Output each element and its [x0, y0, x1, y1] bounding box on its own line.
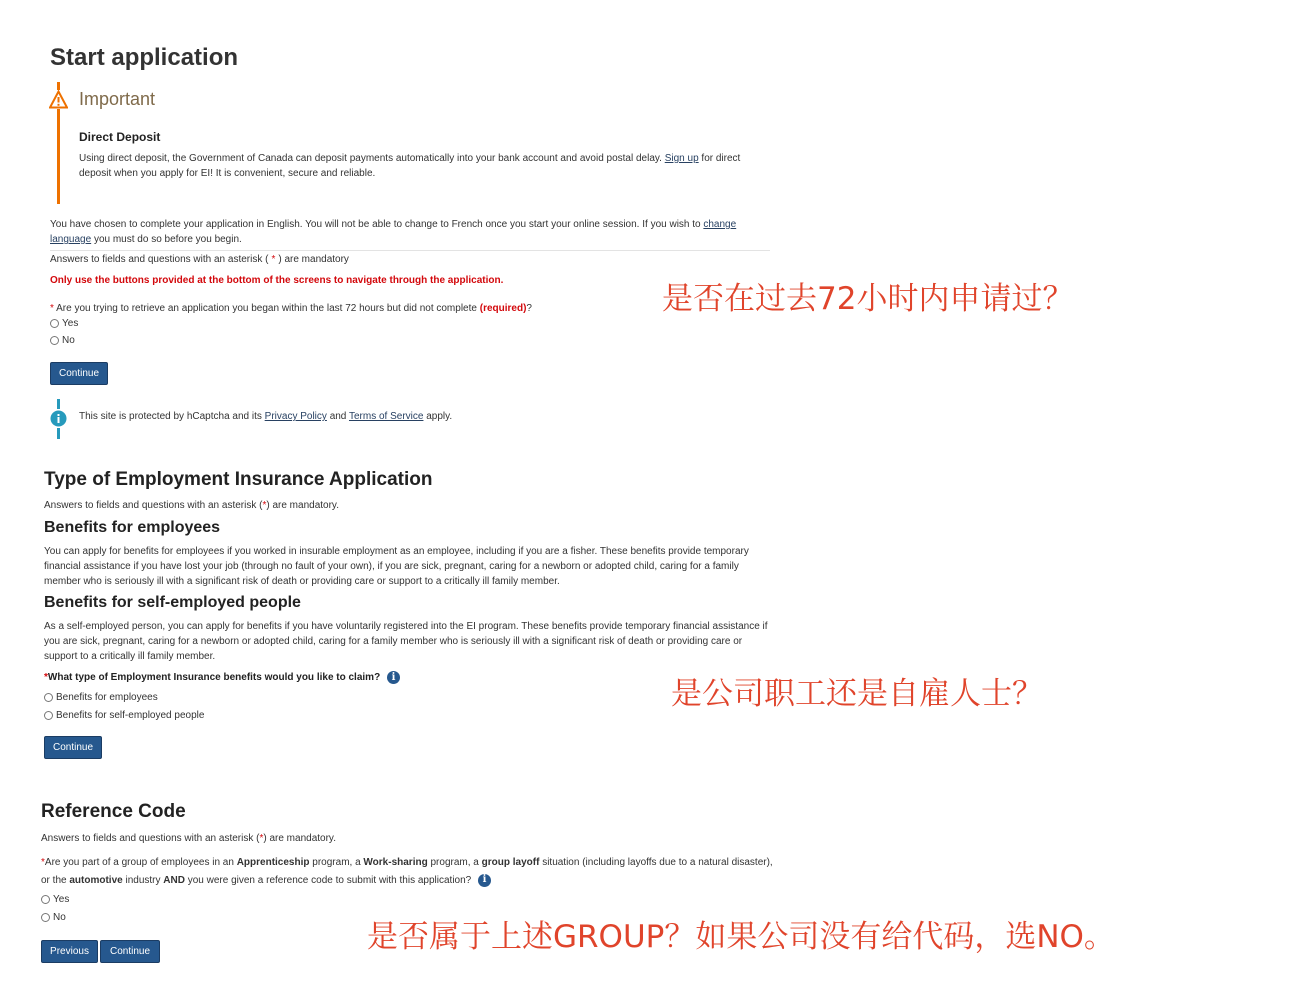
radio-button[interactable] [44, 711, 53, 720]
radio-label: Benefits for employees [56, 692, 158, 703]
mandatory-notice [50, 252, 349, 267]
group-layoff-term: group layoff [481, 857, 540, 868]
info-icon [49, 409, 68, 428]
warning-icon [49, 90, 68, 109]
continue-button[interactable]: Continue [50, 362, 108, 385]
mandatory-suffix: ) are mandatory. [266, 500, 339, 511]
retrieve-question-text: Are you trying to retrieve an application you began within the last 72 hours but did not complete [56, 303, 477, 314]
question-end: ? [526, 303, 532, 314]
mandatory-suffix: ) are mandatory. [263, 833, 336, 844]
radio-label: No [62, 335, 75, 346]
page-title: Start application [50, 44, 239, 71]
mandatory-prefix: Answers to fields and questions with an asterisk ( [41, 833, 260, 844]
automotive-term: automotive [69, 875, 123, 886]
divider [50, 250, 770, 251]
previous-button[interactable]: Previous [41, 940, 98, 963]
annotation-note-2: 是公司职工还是自雇人士？ [671, 676, 1043, 712]
question-text: program, a [430, 857, 479, 868]
privacy-policy-link[interactable]: Privacy Policy [264, 411, 327, 422]
question-text: situation (including layoffs due to a natural disaster), or the [41, 857, 773, 886]
radio-button[interactable] [44, 693, 53, 702]
radio-button[interactable] [41, 913, 50, 922]
captcha-text: This site is protected by hCaptcha and its [79, 411, 262, 422]
annotation-note-3: 是否属于上述GROUP？如果公司没有给代码，选NO。 [367, 919, 1115, 955]
language-notice-start: You have chosen to complete your application in English. You will not be able to change to French once you start your online session. If you wish to [50, 219, 701, 230]
benefit-type-question [44, 671, 400, 684]
captcha-apply: apply. [426, 411, 453, 422]
question-text: you were given a reference code to submit with this application? [187, 875, 472, 886]
apprenticeship-term: Apprenticeship [236, 857, 310, 868]
radio-label: Yes [62, 318, 79, 329]
work-sharing-term: Work-sharing [363, 857, 428, 868]
direct-deposit-text-end: for direct deposit when you apply for EI! It is convenient, secure and reliable. [79, 153, 741, 179]
mandatory-suffix: ) are mandatory [278, 254, 349, 265]
mandatory-prefix: Answers to fields and questions with an asterisk ( [44, 500, 263, 511]
reference-yes-radio[interactable] [41, 894, 69, 905]
self-employed-heading: Benefits for self-employed people [44, 594, 301, 611]
captcha-and: and [329, 411, 347, 422]
navigation-warning: Only use the buttons provided at the bottom of the screens to navigate through the application. [50, 275, 504, 286]
self-employed-description: As a self-employed person, you can apply for benefits if you have voluntarily registered into the EI program. These benefits provide temporary financial assistance if you are sick, pregnant, caring for a newborn or adopted child, caring for a family member who is seriously ill with a significant risk of death or providing care or support to a critically ill family member. [44, 621, 768, 662]
captcha-notice [79, 409, 452, 424]
required-star: * [41, 857, 45, 868]
radio-label: Yes [53, 894, 70, 905]
and-term: AND [163, 875, 185, 886]
retrieve-question [50, 301, 532, 316]
section-title: Type of Employment Insurance Application [44, 469, 433, 490]
terms-of-service-link[interactable]: Terms of Service [348, 411, 424, 422]
mandatory-prefix: Answers to fields and questions with an asterisk ( [50, 254, 269, 265]
benefit-type-question-text: What type of Employment Insurance benefits would you like to claim? [47, 672, 381, 684]
info-icon[interactable]: i [387, 671, 400, 684]
section-title: Reference Code [41, 801, 186, 822]
mandatory-star: * [271, 254, 276, 265]
sign-up-link[interactable]: Sign up [664, 153, 699, 164]
continue-button[interactable]: Continue [100, 940, 160, 963]
required-star: * [44, 672, 48, 684]
reference-code-question [41, 854, 776, 890]
mandatory-notice [44, 498, 339, 513]
language-notice [50, 217, 740, 247]
mandatory-star: * [259, 833, 264, 844]
employees-description: You can apply for benefits for employees if you worked in insurable employment as an employee, including if you are a fisher. These benefits provide temporary financial assistance if you have lost your job (through no fault of your own), if you are sick, pregnant, caring for a newborn or adopted child, caring for a family member who is seriously ill with a significant risk of death or providing care or support to a critically ill family member. [44, 546, 749, 587]
retrieve-yes-radio[interactable] [50, 318, 78, 329]
annotation-note-1: 是否在过去72小时内申请过？ [662, 281, 1074, 317]
retrieve-no-radio[interactable] [50, 335, 75, 346]
important-heading: Important [79, 89, 156, 109]
language-notice-end: you must do so before you begin. [93, 234, 242, 245]
radio-label: Benefits for self-employed people [56, 710, 205, 721]
radio-label: No [53, 912, 66, 923]
question-text: Are you part of a group of employees in an [44, 857, 234, 868]
direct-deposit-text [79, 151, 769, 181]
question-text: industry [125, 875, 161, 886]
direct-deposit-heading: Direct Deposit [79, 130, 161, 144]
benefits-self-employed-radio[interactable] [44, 710, 204, 721]
radio-button[interactable] [50, 336, 59, 345]
reference-no-radio[interactable] [41, 912, 66, 923]
info-icon[interactable]: i [478, 874, 491, 887]
question-text: program, a [312, 857, 361, 868]
continue-button[interactable]: Continue [44, 736, 102, 759]
required-label: (required) [479, 303, 527, 314]
radio-button[interactable] [41, 895, 50, 904]
required-star: * [50, 303, 54, 314]
benefits-employees-radio[interactable] [44, 692, 158, 703]
mandatory-star: * [262, 500, 267, 511]
direct-deposit-text-start: Using direct deposit, the Government of Canada can deposit payments automatically into your bank account and avoid postal delay. [79, 153, 662, 164]
mandatory-notice [41, 831, 336, 846]
change-language-link[interactable]: change language [50, 219, 737, 245]
radio-button[interactable] [50, 319, 59, 328]
employees-heading: Benefits for employees [44, 519, 221, 536]
